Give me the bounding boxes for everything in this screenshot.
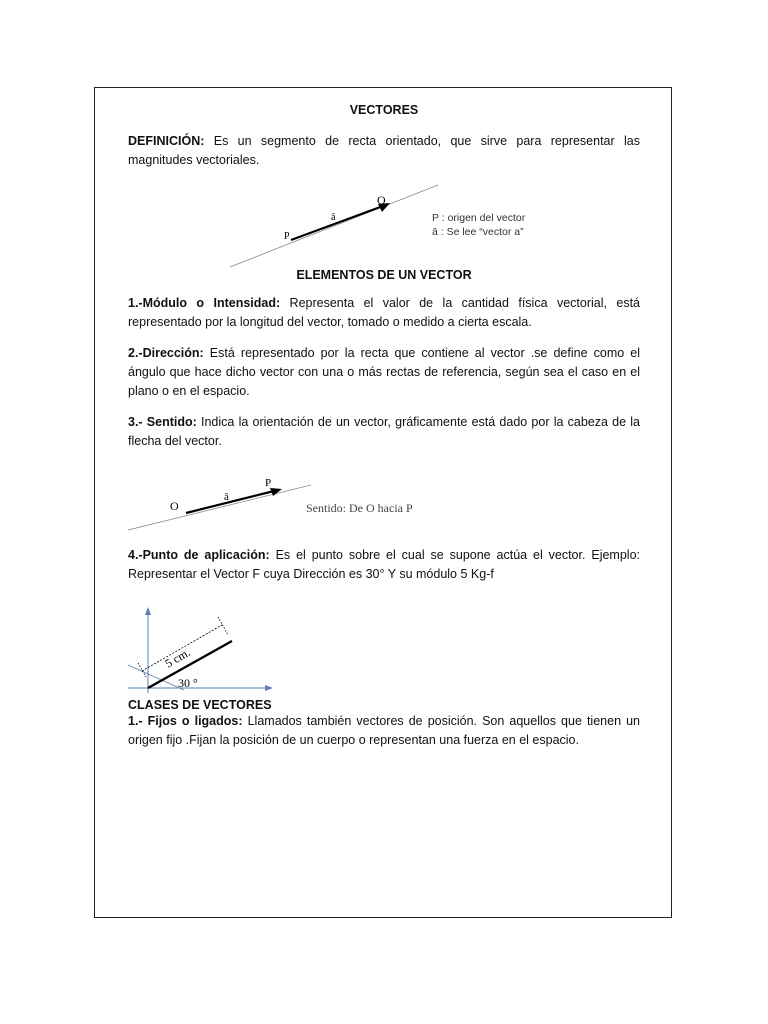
item-modulo-label: 1.-Módulo o Intensidad: — [128, 296, 281, 310]
definition-text: Es un segmento de recta orientado, que sirve para representar las magnitudes vectoriales. — [128, 134, 640, 167]
reference-line — [128, 485, 311, 530]
definition-label: DEFINICIÓN: — [128, 134, 205, 148]
reference-line — [230, 185, 438, 267]
item-modulo — [128, 294, 640, 332]
item-punto-aplicacion — [128, 546, 640, 584]
label-o: O — [377, 193, 386, 207]
label-p: P — [284, 231, 290, 242]
class-fijos-label: 1.- Fijos o ligados: — [128, 714, 243, 728]
angle-reference-line — [128, 665, 184, 690]
dimension-tick-end — [218, 617, 228, 635]
item-direccion-label: 2.-Dirección: — [128, 346, 204, 360]
sentido-caption: Sentido: De O hacia P — [306, 501, 413, 515]
item-sentido — [128, 413, 640, 451]
item-direccion-text: Está representado por la recta que contiene al vector .se define como el ángulo que hace dicho vector con una o más rectas de referencia, según sea el caso en el plano o en el espacio. — [128, 346, 640, 398]
item-direccion — [128, 344, 640, 401]
item-punto-label: 4.-Punto de aplicación: — [128, 548, 270, 562]
legend-read: ā : Se lee “vector a” — [432, 226, 524, 238]
class-fijos — [128, 712, 640, 750]
item-sentido-label: 3.- Sentido: — [128, 415, 197, 429]
sentido-figure — [126, 475, 456, 535]
x-axis-arrow — [265, 685, 273, 691]
label-o: O — [170, 499, 179, 513]
classes-title: CLASES DE VECTORES — [128, 698, 272, 712]
definition-paragraph — [128, 132, 640, 170]
document-title: VECTORES — [349, 103, 419, 117]
item-sentido-text: Indica la orientación de un vector, gráficamente está dado por la cabeza de la flecha del vector. — [128, 415, 640, 448]
item-modulo-text: Representa el valor de la cantidad física vectorial, está representado por la longitud del vector, tomado o medido a cierta escala. — [128, 296, 640, 329]
class-fijos-text: Llamados también vectores de posición. Son aquellos que tienen un origen fijo .Fijan la posición de un cuerpo o representan una fuerza en el espacio. — [128, 714, 640, 747]
vector-arrow — [186, 491, 274, 513]
vector-definition-figure — [228, 182, 548, 272]
y-axis-arrow — [145, 607, 151, 615]
label-a: ā — [224, 491, 229, 503]
vector-arrow — [291, 206, 383, 240]
label-a: ā — [331, 212, 336, 223]
angle-label: 30 ° — [178, 676, 198, 690]
vector-example-figure — [124, 605, 284, 705]
item-punto-text: Es el punto sobre el cual se supone actúa el vector. Ejemplo: Representar el Vector F cuya Dirección es 30° Y su módulo 5 Kg-f — [128, 548, 640, 581]
legend-origin: P : origen del vector — [432, 212, 526, 224]
elements-title: ELEMENTOS DE UN VECTOR — [296, 268, 472, 282]
label-p: P — [265, 477, 272, 489]
length-label: 5 cm. — [162, 645, 193, 671]
